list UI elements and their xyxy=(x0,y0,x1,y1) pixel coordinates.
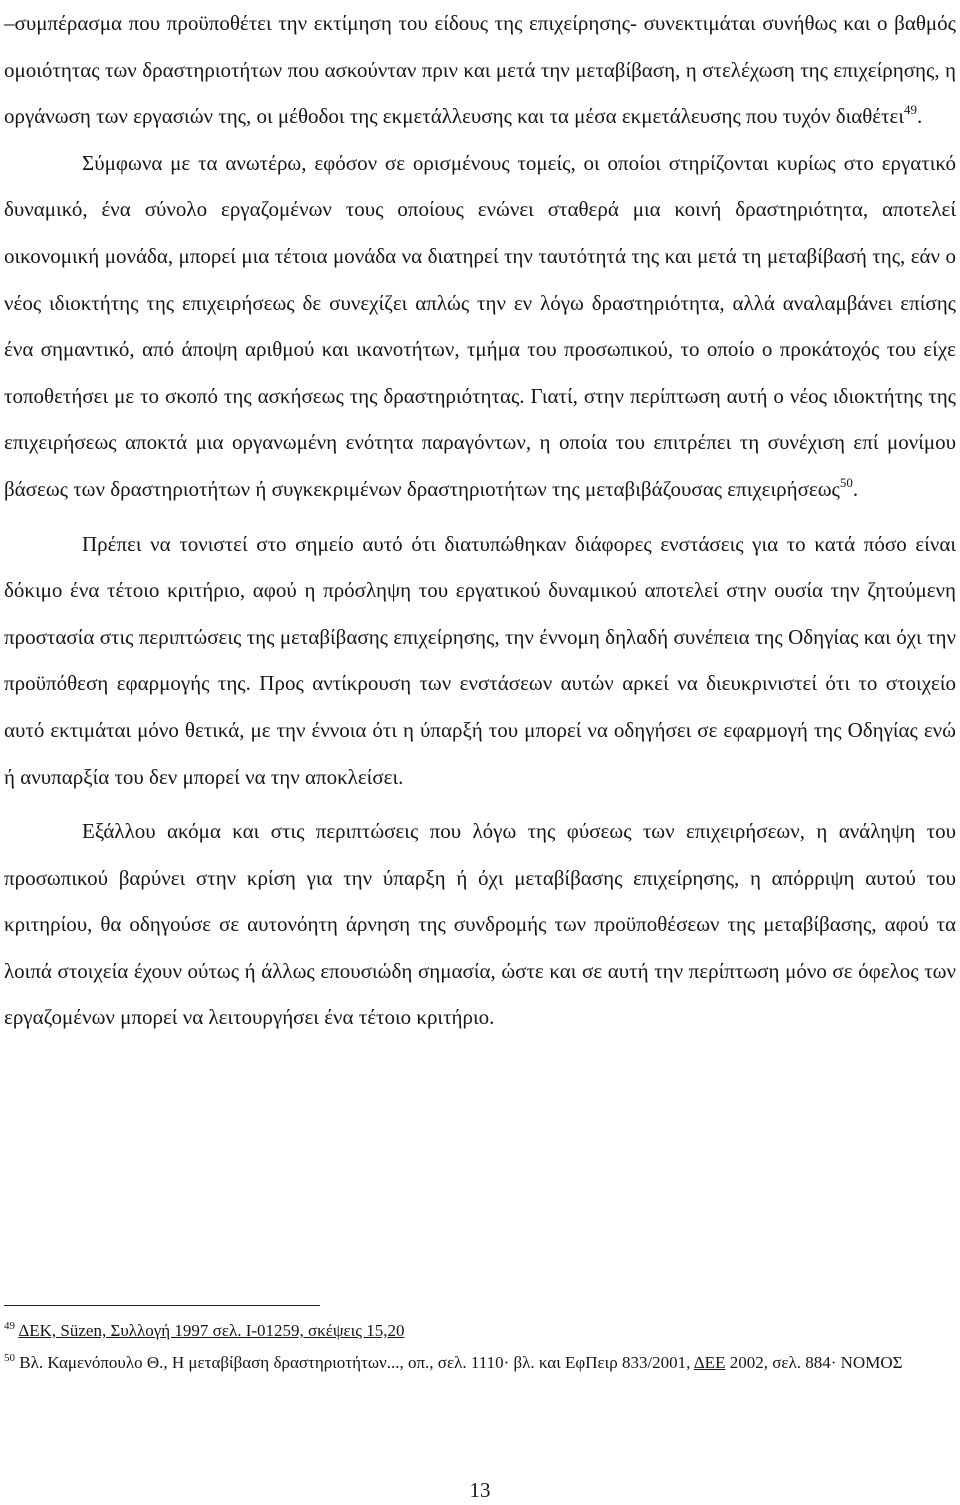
paragraph xyxy=(4,0,956,140)
footnote-citation: ΔΕΕ xyxy=(693,1353,726,1372)
footnote-text-end: 2002, σελ. 884· ΝΟΜΟΣ xyxy=(725,1353,903,1372)
footnote-ref-50[interactable]: 50 xyxy=(839,474,853,490)
paragraph-text: –συμπέρασμα που προϋποθέτει την εκτίμηση του είδους της επιχείρησης- συνεκτιμάται συνήθως και ο βαθμός ομοιότητας των δραστηριοτήτων που ασκούνταν πριν και μετά την μεταβίβαση, η στελέχωση της επιχείρησης, η οργάνωση των εργασιών της, οι μέθοδοι της εκμετάλλευσης και τα μέσα εκμετάλευσης που τυχόν διαθέτει xyxy=(4,11,956,129)
paragraph xyxy=(4,521,956,801)
body-text xyxy=(4,0,956,1041)
footnote-number: 49 xyxy=(4,1320,15,1332)
footnote xyxy=(4,1352,956,1374)
footnote-number: 50 xyxy=(4,1352,15,1364)
footnote-separator xyxy=(4,1305,320,1306)
paragraph-text: Εξάλλου ακόμα και στις περιπτώσεις που λόγω της φύσεως των επιχειρήσεων, η ανάληψη του προσωπικού βαρύνει στην κρίση για την ύπαρξη ή όχι μεταβίβασης επιχείρησης, η απόρριψη αυτού του κριτηρίου, θα οδηγούσε σε αυτονόητη άρνηση της συνδρομής των προϋποθέσεων της μεταβίβασης, αφού τα λοιπά στοιχεία έχουν ούτως ή άλλως επουσιώδη σημασία, ώστε και σε αυτή την περίπτωση μόνο σε όφελος των εργαζομένων μπορεί να λειτουργήσει ένα τέτοιο κριτήριο. xyxy=(4,819,956,1030)
paragraph-text: Σύμφωνα με τα ανωτέρω, εφόσον σε ορισμένους τομείς, οι οποίοι στηρίζονται κυρίως στο εργατικό δυναμικό, ένα σύνολο εργαζομένων τους οποίους ενώνει σταθερά μια κοινή δραστηριότητα, αποτελεί οικονομική μονάδα, μπορεί μια τέτοια μονάδα να διατηρεί την ταυτότητά της και μετά τη μεταβίβασή της, εάν ο νέος ιδιοκτήτης της επιχειρήσεως δε συνεχίζει απλώς την εν λόγω δραστηριότητα, αλλά αναλαμβάνει επίσης ένα σημαντικό, από άποψη αριθμού και ικανοτήτων, τμήμα του προσωπικού, το οποίο ο προκάτοχός του είχε τοποθετήσει με το σκοπό της ασκήσεως της δραστηριότητας. Γιατί, στην περίπτωση αυτή ο νέος ιδιοκτήτης της επιχειρήσεως αποκτά μια οργανωμένη ενότητα παραγόντων, η οποία του επιτρέπει τη συνέχιση επί μονίμου βάσεως των δραστηριοτήτων ή συγκεκριμένων δραστηριοτήτων της μεταβιβάζουσας επιχειρήσεως xyxy=(4,150,956,501)
paragraph xyxy=(4,140,956,513)
page-number: 13 xyxy=(469,1478,491,1502)
footnote-text: Βλ. Καμενόπουλο Θ., Η μεταβίβαση δραστηριοτήτων..., οπ., σελ. 1110· βλ. και ΕφΠειρ 833/2001, xyxy=(19,1353,694,1372)
footnote xyxy=(4,1320,956,1342)
footnote-ref-49[interactable]: 49 xyxy=(904,102,918,118)
paragraph xyxy=(4,808,956,1041)
footnotes xyxy=(4,1305,956,1384)
paragraph-tail: . xyxy=(852,476,859,501)
footnote-citation: ΔΕΚ, Süzen, Συλλογή 1997 σελ. I-01259, σκέψεις 15,20 xyxy=(18,1321,405,1340)
paragraph-tail: . xyxy=(917,104,923,129)
paragraph-text: Πρέπει να τονιστεί στο σημείο αυτό ότι διατυπώθηκαν διάφορες ενστάσεις για το κατά πόσο είναι δόκιμο ένα τέτοιο κριτήριο, αφού η πρόσληψη του εργατικού δυναμικού αποτελεί στην ουσία την ζητούμενη προστασία στις περιπτώσεις της μεταβίβασης επιχείρησης, την έννομη δηλαδή συνέπεια της Οδηγίας και όχι την προϋπόθεση εφαρμογής της. Προς αντίκρουση των ενστάσεων αυτών αρκεί να διευκρινιστεί ότι το στοιχείο αυτό εκτιμάται μόνο θετικά, με την έννοια ότι η ύπαρξή του μπορεί να οδηγήσει σε εφαρμογή της Οδηγίας ενώ ή ανυπαρξία του δεν μπορεί να την αποκλείσει. xyxy=(4,531,956,789)
